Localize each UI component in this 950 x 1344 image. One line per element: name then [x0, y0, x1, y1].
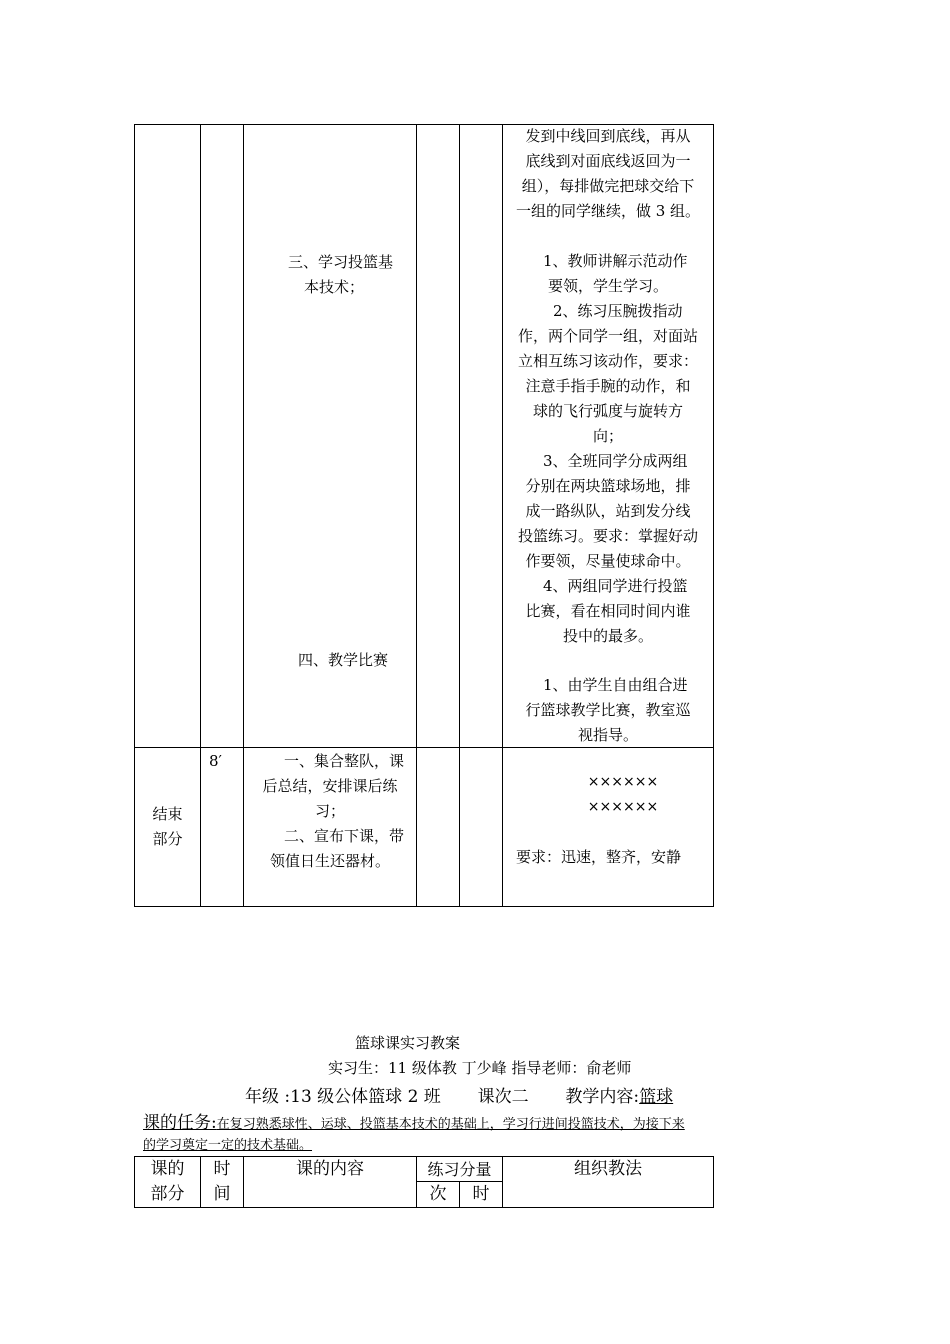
- text-line: 底线到对面底线返回为一: [525, 152, 691, 170]
- lesson-number: 课次二: [477, 1087, 529, 1107]
- table-border-bottom: [134, 906, 714, 907]
- method-shooting: [503, 249, 713, 649]
- text-line: 注意手指手腕的动作，和: [525, 377, 691, 395]
- text-line: 四、教学比赛: [298, 651, 389, 669]
- col-divider: [416, 124, 417, 907]
- task-text: 在复习熟悉球性、运球、投篮基本技术的基础上，学习行进间投篮技术，为接下来: [216, 1117, 685, 1132]
- text-line: 后总结，安排课后练: [262, 777, 398, 795]
- intern-line: 实习生：11 级体教 丁少峰 指导老师：俞老师: [328, 1059, 632, 1077]
- task-label: 课的任务:: [143, 1113, 217, 1133]
- method-match: [503, 673, 713, 748]
- method-continued: [503, 124, 713, 224]
- header-content: 课的内容: [296, 1159, 364, 1179]
- text-line: 结束: [152, 805, 183, 823]
- text-line: 三、学习投篮基: [288, 253, 394, 271]
- text-line: 作要领，尽量使球命中。: [525, 552, 691, 570]
- text-line: 间: [213, 1184, 231, 1204]
- text-line: 2、练习压腕拨指动: [553, 302, 683, 320]
- grade-label: 年级 :13 级公体篮球 2 班: [245, 1087, 441, 1107]
- text-line: 部分: [152, 830, 183, 848]
- header-part: [135, 1157, 200, 1207]
- header-time: [201, 1157, 243, 1207]
- text-line: 一、集合整队，课: [283, 752, 404, 770]
- col-divider: [200, 124, 201, 907]
- text-line: 组），每排做完把球交给下: [521, 177, 695, 195]
- text-line: 视指导。: [577, 726, 638, 744]
- text-line: 成一路纵队，站到发分线: [525, 502, 691, 520]
- col-divider: [459, 124, 460, 907]
- task-line: [143, 1108, 823, 1133]
- text-line: 投中的最多。: [562, 627, 653, 645]
- header-times: 次: [429, 1184, 447, 1204]
- text-line: 1、由学生自由组合进: [543, 676, 688, 694]
- table-border-left: [134, 124, 135, 907]
- text-line: 作，两个同学一组，对面站: [517, 327, 698, 345]
- text-line: 课的: [150, 1159, 185, 1179]
- ending-requirement: 要求：迅速，整齐，安静: [516, 848, 682, 866]
- content-label: 教学内容:: [565, 1087, 640, 1107]
- formation-diagram: [503, 770, 743, 820]
- ending-content: [244, 749, 416, 874]
- text-line: 行篮球教学比赛，教室巡: [525, 701, 691, 719]
- text-line: 要领，学生学习。: [547, 277, 668, 295]
- text-line: 分别在两块篮球场地，排: [525, 477, 691, 495]
- part-ending-label: [135, 802, 200, 852]
- text-line: 投篮练习。要求：掌握好动: [517, 527, 698, 545]
- text-line: 向；: [592, 427, 623, 445]
- text-line: 部分: [150, 1184, 185, 1204]
- text-line: 立相互练习该动作，要求：: [517, 352, 698, 370]
- text-line: 本技术；: [304, 278, 365, 296]
- ending-time: 8′: [209, 752, 222, 770]
- content-value: 篮球: [639, 1087, 674, 1107]
- text-line: 发到中线回到底线，再从: [525, 127, 691, 145]
- table-border-right: [713, 1156, 714, 1208]
- formation-row: ××××××: [587, 774, 659, 790]
- text-line: 4、两组同学进行投篮: [543, 577, 688, 595]
- header-practice: 练习分量: [427, 1160, 492, 1179]
- content-section-match: [250, 648, 412, 673]
- formation-row: ××××××: [587, 799, 659, 815]
- text-line: 领值日生还器材。: [269, 852, 390, 870]
- text-line: 比赛，看在相同时间内谁: [525, 602, 691, 620]
- task-text-continued: 的学习奠定一定的技术基础。: [143, 1138, 313, 1153]
- table-border-bottom: [134, 1207, 714, 1208]
- content-section-shooting: [250, 250, 412, 300]
- text-line: 1、教师讲解示范动作: [543, 252, 688, 270]
- text-line: 习；: [314, 802, 345, 820]
- text-line: 球的飞行弧度与旋转方: [532, 402, 683, 420]
- text-line: 二、宣布下课，带: [283, 827, 404, 845]
- page-title: 篮球课实习教案: [355, 1034, 461, 1052]
- header-method: 组织教法: [574, 1159, 642, 1179]
- header-duration: 时: [472, 1184, 490, 1204]
- text-line: 一组的同学继续，做 3 组。: [515, 202, 701, 220]
- grade-line: [245, 1082, 673, 1107]
- text-line: 时: [213, 1159, 231, 1179]
- text-line: 3、全班同学分成两组: [543, 452, 688, 470]
